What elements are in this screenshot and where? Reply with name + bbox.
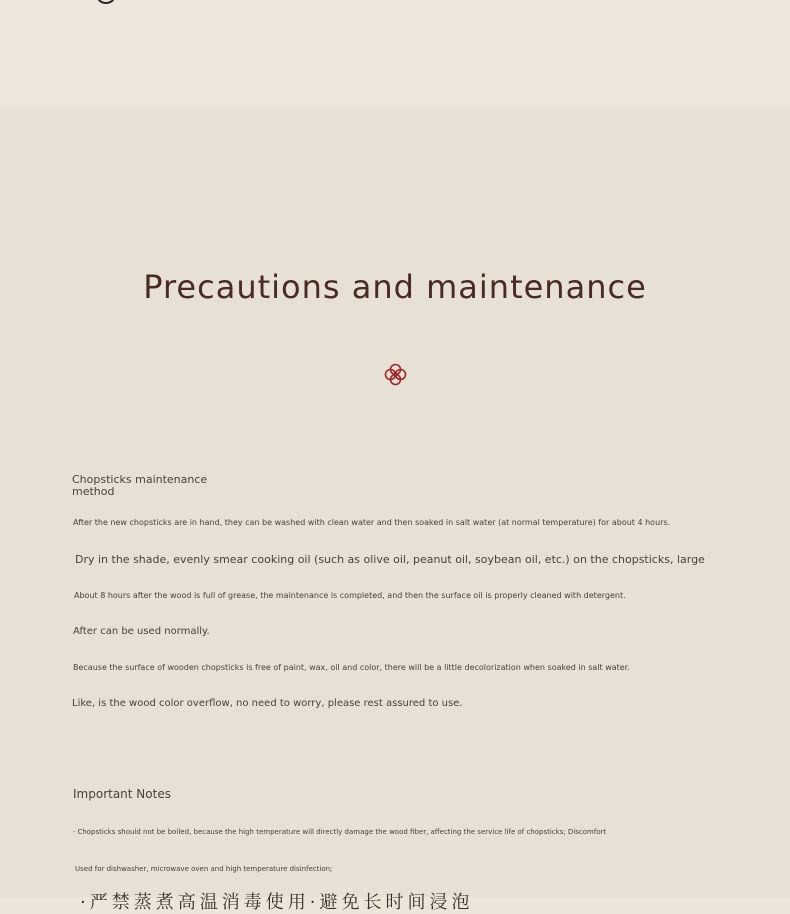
maintenance-line: Dry in the shade, evenly smear cooking oil (such as olive oil, peanut oil, soybean oil, etc.) on the chopsticks, large: [75, 553, 705, 566]
maintenance-line: Because the surface of wooden chopsticks is free of paint, wax, oil and color, there will be a little decolorization when soaked in salt water.: [73, 663, 630, 672]
maintenance-line: Like, is the wood color overflow, no need to worry, please rest assured to use.: [72, 698, 463, 709]
maintenance-heading-line2: method: [72, 485, 115, 498]
notes-heading: Important Notes: [73, 787, 171, 801]
maintenance-line: After can be used normally.: [73, 626, 210, 637]
top-banner: [0, 0, 790, 109]
flower-ornament-icon: [383, 362, 408, 387]
maintenance-line: About 8 hours after the wood is full of grease, the maintenance is completed, and then the surface oil is properly cleaned with detergent.: [74, 591, 626, 600]
notes-line: · Chopsticks should not be boiled, because the high temperature will directly damage the wood fiber, affecting the service life of chopsticks; Discomfort: [73, 828, 607, 836]
notes-line: Used for dishwasher, microwave oven and high temperature disinfection;: [75, 865, 333, 873]
page-title: Precautions and maintenance: [143, 268, 647, 306]
maintenance-heading-line1: Chopsticks maintenance: [72, 473, 208, 486]
maintenance-heading: [72, 474, 207, 498]
circle-icon: [97, 0, 115, 4]
notes-partial-line: ·严禁蒸煮高温消毒使用·避免长时间浸泡: [80, 892, 474, 913]
maintenance-line: After the new chopsticks are in hand, they can be washed with clean water and then soaked in salt water (at normal temperature) for about 4 hours.: [73, 518, 671, 527]
content-background: [0, 108, 790, 897]
